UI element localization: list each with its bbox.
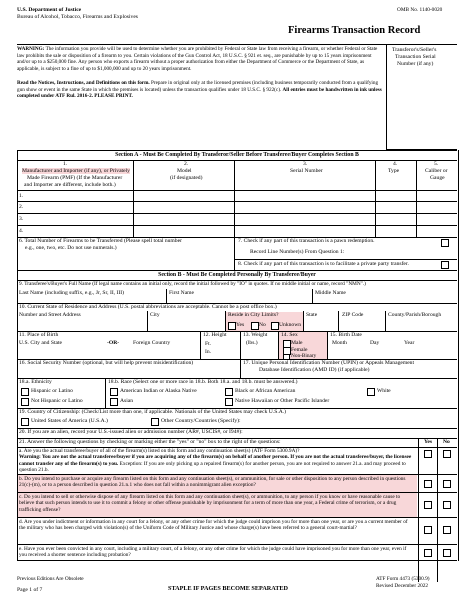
q21-label: 21. Answer the following questions by checking or marking either the "yes" or "no" box to the right of the questions: (19, 439, 281, 445)
q10-label: 10. Current State of Residence and Address (U.S. postal abbreviations are acceptable. Cannot be a post office box.) (19, 304, 277, 310)
notice-lead: Read the Notices, Instructions, and Definitions on this form. (17, 80, 150, 86)
section-a-heading: Section A - Must Be Completed By Transferor/Seller Before Transferee/Buyer Completes Section B (115, 152, 359, 158)
city-label: City (150, 312, 160, 318)
sex-nonbinary-label: Non-Binary (291, 353, 317, 359)
col3-num: 3. (303, 161, 308, 167)
height-in-label: In. (205, 349, 212, 355)
citizenship-other-label: Other Country/Countries (Specify): (161, 418, 241, 424)
col2-label-a: Model (177, 168, 192, 174)
omb-number: OMB No. 1140-0020 (397, 7, 443, 13)
q6-label: 6. Total Number of Firearms to be Transferred (Please spell total number (19, 238, 182, 244)
city-limits-label: Reside in City Limits? (228, 312, 279, 318)
race-native-label: American Indian or Alaska Native (120, 388, 197, 394)
or-label: -OR- (107, 340, 120, 346)
q11-label: 11. Place of Birth (19, 332, 59, 338)
q21c-text: c. Do you intend to sell or otherwise dispose of any firearm listed on this form and any continuation sheet(s), or ammunition, to any person if you know or have reasonable cause to believe that such person intends to use it to commit a felony or other offense punishable by imprisonment for a term of more than one year, a Federal crime of terrorism, or a drug trafficking offense? (19, 494, 401, 513)
bureau-name: Bureau of Alcohol, Tobacco, Firearms and Explosives (17, 14, 138, 20)
race-white-label: White (377, 388, 391, 394)
q6-sublabel: e.g., one, two, etc. Do not use numerals.) (25, 245, 117, 251)
q20-label: 20. If you are an alien, record your U.S.-issued alien or admission number (AR#, USCIS#, or I94#): (19, 429, 243, 435)
q7-label: 7. Check if any part of this transaction is a pawn redemption. (238, 238, 375, 244)
q21b-text: b. Do you intend to purchase or acquire any firearm listed on this form and any continuation sheet(s), or ammunition, for sale or other disposition to any person described in questions 21(c)-(m), or to a person described in question 21.n.1 who does not fall within a nonimmigrant alien exception? (19, 476, 406, 489)
q14-label: 14. Sex (281, 332, 298, 338)
firearm-row-4[interactable]: 4. (19, 228, 24, 234)
yes-column-header: Yes (424, 439, 433, 445)
warning-text: The information you provide will be used to determine whether you are prohibited by Federal or State law from receiving a firearm, or whether Federal or State law prohibits the sale or disposition of a firearm to you. Certain violations of the Gun Control Act, 18 U.S.C. § 921 et. seq., are punishable by up to 15 years imprisonment and/or up to a $250,000 fine. Any person who exports a firearm without a proper authorization from either the Department of Commerce or the Department of State, as applicable, is subject to a fine of up to $1,000,000 and up to 20 years imprisonment. (17, 46, 378, 72)
county-label: County/Parish/Borough (388, 312, 442, 318)
firearm-row-3[interactable]: 3. (19, 216, 24, 222)
divider (17, 150, 459, 561)
q17-sublabel: Database Identification (AMD ID) (if applicable) (259, 367, 370, 373)
birth-month-label: Month (332, 340, 347, 346)
race-hawaiian-label: Native Hawaiian or Other Pacific Islander (235, 398, 330, 404)
q21e-text: e. Have you ever been convicted in any court, including a military court, of a felony, or any other crime for which the judge could have imprisoned you for more than one year, even if you received a shorter sentence including probation? (19, 546, 407, 559)
footer-staple-notice: STAPLE IF PAGES BECOME SEPARATED (168, 585, 288, 592)
col1-label-c: and Importer are different, include both.) (24, 182, 116, 188)
notice-paragraph (17, 80, 383, 100)
zip-label: ZIP Code (342, 312, 364, 318)
q18b-label: 18.b. Race (Select one or more race in 18.b. Both 18.a. and 18.b. must be answered.) (108, 379, 298, 385)
col2-num: 2. (184, 161, 189, 167)
us-city-label: U.S. City and State (19, 340, 63, 346)
warning-paragraph (17, 46, 383, 72)
col1-label-a: Manufacturer and Importer (if any), or Privately (22, 168, 130, 174)
col5-num: 5. (434, 161, 439, 167)
ethnicity-hispanic-label: Hispanic or Latino (31, 388, 73, 394)
foreign-country-label: Foreign Country (133, 340, 171, 346)
firearm-row-2[interactable]: 2. (19, 204, 24, 210)
footer-form-number: ATF Form 4473 (5300.9) (376, 576, 430, 582)
section-b-heading: Section B - Must Be Completed Personally By Transferee/Buyer (158, 272, 316, 278)
ethnicity-not-hispanic-label: Not Hispanic or Latino (31, 398, 83, 404)
serial-label-2: Transaction Serial (395, 54, 436, 60)
weight-lbs-label: (lbs.) (246, 340, 258, 346)
warning-lead: WARNING: (17, 46, 45, 52)
race-asian-label: Asian (120, 398, 134, 404)
col4-num: 4. (393, 161, 398, 167)
height-ft-label: Ft. (205, 341, 212, 347)
serial-label-3: Number (if any) (397, 61, 434, 67)
no-column-header: No (443, 439, 450, 445)
col2-label-b: (if designated) (170, 175, 203, 181)
street-address-label: Number and Street Address (19, 312, 81, 318)
q21d-text: d. Are you under indictment or information in any court for a felony, or any other crime for which the judge could imprison you for more than one year, or are you a current member of the military who has been charged with violation(s) of the Uniform Code of Military Justice and whose charge(s) have been referred to a general court-martial? (19, 519, 408, 532)
col1-label-b: Made Firearm (PMF) (If the Manufacturer (27, 175, 123, 181)
serial-label-1: Transferor's/Seller's (392, 47, 437, 53)
race-black-label: Black or African American (235, 388, 296, 394)
q15-label: 15. Birth Date (330, 332, 362, 338)
footer-page-number: Page 1 of 7 (17, 587, 43, 593)
q8-label: 8. Check if any part of this transaction is to facilitate a private party transfer. (238, 261, 409, 267)
birth-year-label: Year (404, 340, 415, 346)
birth-day-label: Day (370, 340, 380, 346)
q7-sublabel: Record Line Number(s) From Question 1: (250, 249, 345, 255)
col4-label-a: Type (388, 168, 400, 174)
citizenship-usa-label: United States of America (U.S.A.) (31, 418, 108, 424)
notice-bold: All entries must be handwritten in ink unless completed under ATF Rul. 2016-2. PLEASE PRINT. (17, 86, 382, 100)
notice-text: Prepare in original only at the licensed premises (including business temporarily conducted from a qualifying gun show or event in the same State in which the premises is located) unless the transaction qualifies under 18 U.S.C. § 922(c). (17, 80, 379, 93)
firearm-row-1[interactable]: 1. (19, 193, 24, 199)
col5-label-a: Caliber or (425, 168, 448, 174)
col1-num: 1. (63, 161, 68, 167)
q21a-text: a. Are you the actual transferee/buyer of all of the firearm(s) listed on this form and any continuation sheet(s) (ATF Form 5300.9A)? Warning: You are not the actual transferee/buyer if you are acquiring any of the firearm(s) on behalf of another person. If you are not the actual transferee/buyer, the licensee cannot transfer any of the firearm(s) to you. Exception: If you are only picking up a repaired firearm(s) for another person, you are not required to answer 21.a. and may proceed to question 21.b. (19, 448, 412, 473)
col5-label-b: Gauge (430, 175, 445, 181)
sex-female-label: Female (291, 347, 308, 353)
q9-label: 9. Transferee's/Buyer's Full Name (If legal name contains an initial only, record the initial followed by "IO" in quotes. If no middle initial or name, record "NMN".) (19, 281, 366, 287)
q18a-label: 18.a. Ethnicity (19, 379, 52, 385)
q19-label: 19. Country of Citizenship: (Check/List more than one, if applicable. Nationals of the United States may check U.S.A.) (19, 409, 287, 415)
city-limits-yes-label: Yes (236, 322, 245, 328)
q17-label: 17. Unique Personal Identification Number (UPIN) or Appeals Management (243, 360, 415, 366)
middle-name-label: Middle Name (315, 290, 346, 296)
city-limits-no-label: No (259, 322, 266, 328)
transaction-serial-box[interactable] (386, 45, 457, 150)
q12-label: 12. Height (203, 332, 227, 338)
footer-obsolete: Previous Editions Are Obsolete (17, 576, 84, 582)
last-name-label: Last Name (including suffix, e.g., Jr, Sr, II, III) (19, 290, 124, 296)
footer-revision-date: Revised December 2022 (376, 583, 429, 589)
form-title: Firearms Transaction Record (288, 25, 421, 36)
first-name-label: First Name (169, 290, 195, 296)
q13-label: 13. Weight (243, 332, 268, 338)
sex-male-label: Male (291, 340, 303, 346)
q16-label: 16. Social Security Number (optional, but will help prevent misidentification) (19, 360, 194, 366)
col3-label-a: Serial Number (290, 168, 323, 174)
state-label: State (306, 312, 318, 318)
agency-name: U.S. Department of Justice (17, 7, 82, 13)
city-limits-unknown-label: Unknown (279, 322, 302, 328)
